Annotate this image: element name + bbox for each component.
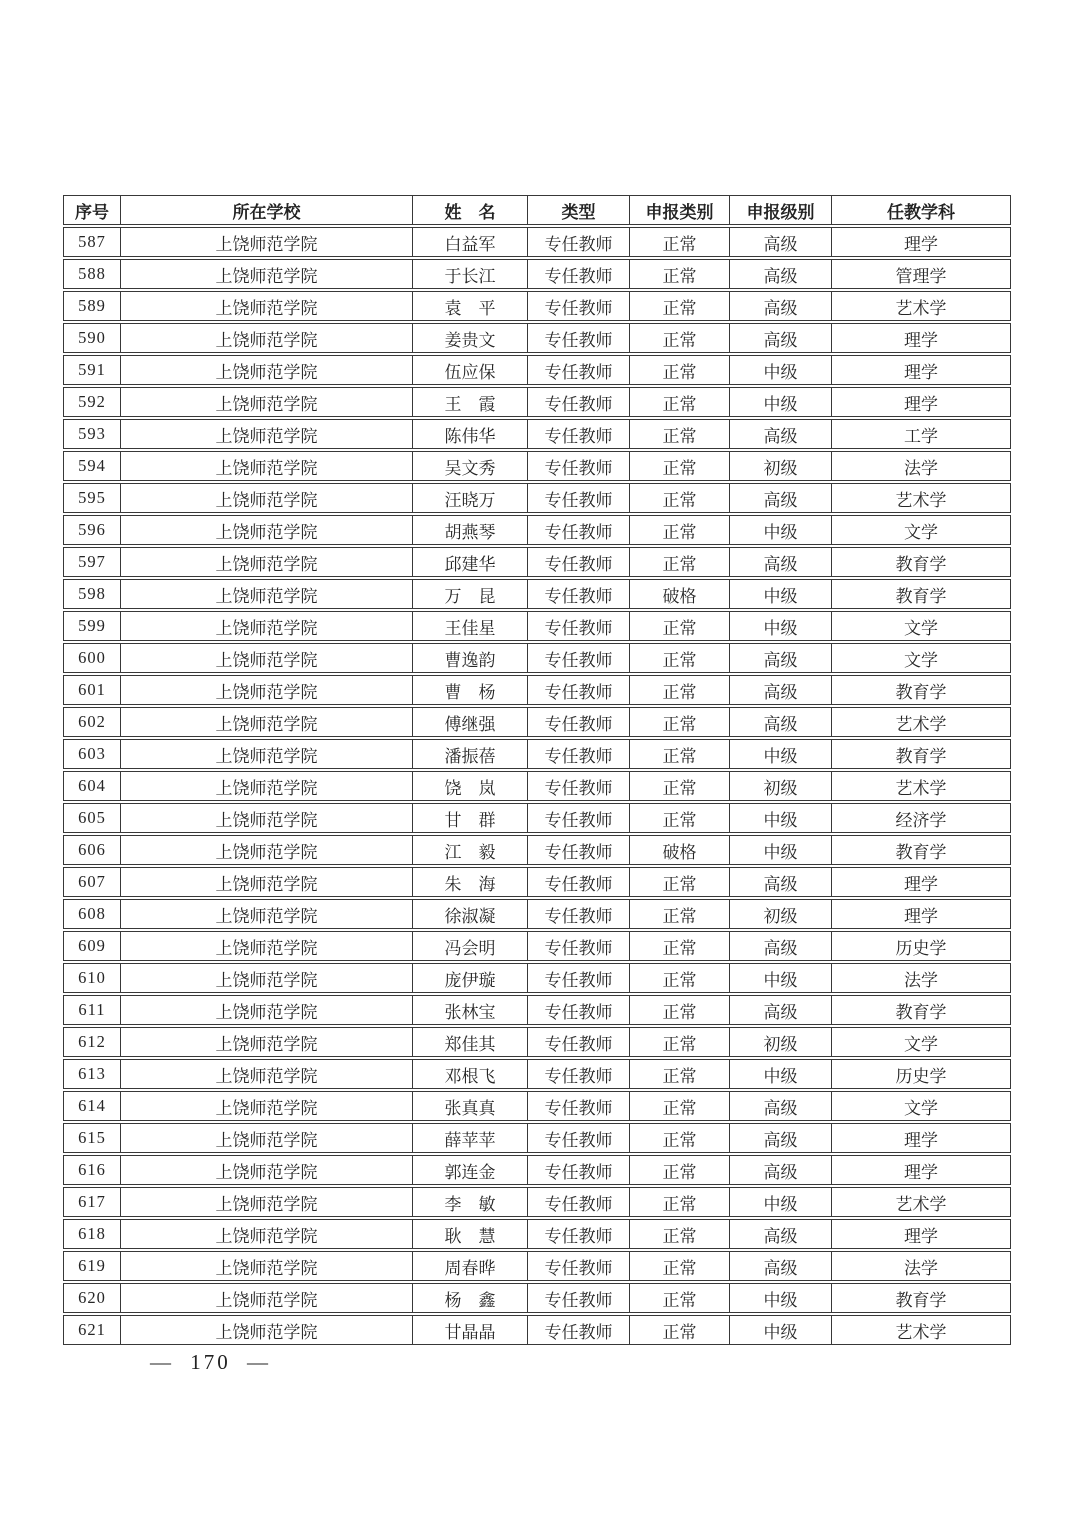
cell-apply-level: 中级: [730, 579, 832, 609]
cell-subject: 文学: [832, 611, 1011, 641]
cell-subject: 艺术学: [832, 1187, 1011, 1217]
cell-apply-level: 高级: [730, 419, 832, 449]
cell-apply-level: 高级: [730, 1219, 832, 1249]
cell-index: 594: [63, 451, 121, 481]
cell-subject: 法学: [832, 451, 1011, 481]
table-row: [63, 387, 1011, 417]
cell-subject: 法学: [832, 1251, 1011, 1281]
cell-apply-level: 高级: [730, 1091, 832, 1121]
cell-name: 庞伊璇: [413, 963, 528, 993]
cell-apply-category: 正常: [630, 1123, 730, 1153]
cell-apply-category: 正常: [630, 1315, 730, 1345]
cell-name: 陈伟华: [413, 419, 528, 449]
cell-apply-level: 高级: [730, 291, 832, 321]
cell-type: 专任教师: [528, 515, 630, 545]
cell-school: 上饶师范学院: [121, 387, 413, 417]
cell-apply-level: 中级: [730, 1187, 832, 1217]
cell-index: 589: [63, 291, 121, 321]
cell-index: 597: [63, 547, 121, 577]
cell-name: 邓根飞: [413, 1059, 528, 1089]
cell-apply-category: 正常: [630, 707, 730, 737]
table-row: [63, 1283, 1011, 1313]
cell-school: 上饶师范学院: [121, 1219, 413, 1249]
cell-apply-category: 正常: [630, 451, 730, 481]
cell-name: 张真真: [413, 1091, 528, 1121]
cell-subject: 理学: [832, 1219, 1011, 1249]
cell-school: 上饶师范学院: [121, 1187, 413, 1217]
table-row: [63, 1219, 1011, 1249]
cell-name: 薛苹苹: [413, 1123, 528, 1153]
cell-name: 曹逸韵: [413, 643, 528, 673]
table-row: [63, 323, 1011, 353]
cell-subject: 理学: [832, 323, 1011, 353]
cell-index: 617: [63, 1187, 121, 1217]
table-row: [63, 1059, 1011, 1089]
cell-index: 605: [63, 803, 121, 833]
cell-index: 614: [63, 1091, 121, 1121]
cell-subject: 教育学: [832, 675, 1011, 705]
cell-index: 592: [63, 387, 121, 417]
cell-name: 汪晓万: [413, 483, 528, 513]
cell-subject: 教育学: [832, 579, 1011, 609]
cell-school: 上饶师范学院: [121, 323, 413, 353]
cell-apply-level: 中级: [730, 611, 832, 641]
cell-index: 591: [63, 355, 121, 385]
cell-subject: 理学: [832, 867, 1011, 897]
cell-name: 邱建华: [413, 547, 528, 577]
cell-subject: 管理学: [832, 259, 1011, 289]
cell-subject: 教育学: [832, 835, 1011, 865]
cell-apply-level: 中级: [730, 355, 832, 385]
table-row: [63, 1251, 1011, 1281]
cell-index: 619: [63, 1251, 121, 1281]
cell-type: 专任教师: [528, 803, 630, 833]
cell-index: 596: [63, 515, 121, 545]
cell-apply-category: 正常: [630, 259, 730, 289]
cell-type: 专任教师: [528, 675, 630, 705]
cell-apply-level: 初级: [730, 1027, 832, 1057]
table-row: [63, 1187, 1011, 1217]
cell-subject: 文学: [832, 643, 1011, 673]
cell-apply-level: 高级: [730, 259, 832, 289]
cell-school: 上饶师范学院: [121, 291, 413, 321]
cell-subject: 艺术学: [832, 1315, 1011, 1345]
table-row: [63, 963, 1011, 993]
cell-subject: 历史学: [832, 931, 1011, 961]
cell-apply-category: 正常: [630, 355, 730, 385]
cell-school: 上饶师范学院: [121, 1251, 413, 1281]
cell-type: 专任教师: [528, 1219, 630, 1249]
cell-name: 傅继强: [413, 707, 528, 737]
cell-name: 杨 鑫: [413, 1283, 528, 1313]
cell-type: 专任教师: [528, 899, 630, 929]
table-row: [63, 579, 1011, 609]
cell-apply-category: 正常: [630, 291, 730, 321]
cell-school: 上饶师范学院: [121, 1059, 413, 1089]
cell-apply-category: 破格: [630, 835, 730, 865]
cell-apply-category: 正常: [630, 899, 730, 929]
cell-subject: 艺术学: [832, 707, 1011, 737]
cell-type: 专任教师: [528, 1187, 630, 1217]
cell-index: 595: [63, 483, 121, 513]
cell-name: 甘晶晶: [413, 1315, 528, 1345]
cell-apply-category: 正常: [630, 387, 730, 417]
cell-school: 上饶师范学院: [121, 1123, 413, 1153]
cell-type: 专任教师: [528, 1027, 630, 1057]
cell-type: 专任教师: [528, 355, 630, 385]
cell-index: 602: [63, 707, 121, 737]
cell-type: 专任教师: [528, 1251, 630, 1281]
cell-type: 专任教师: [528, 387, 630, 417]
cell-index: 598: [63, 579, 121, 609]
teacher-roster-table: [63, 193, 1011, 1347]
cell-apply-level: 高级: [730, 675, 832, 705]
cell-index: 588: [63, 259, 121, 289]
cell-name: 王佳星: [413, 611, 528, 641]
cell-apply-level: 中级: [730, 835, 832, 865]
cell-apply-level: 中级: [730, 963, 832, 993]
cell-apply-level: 初级: [730, 451, 832, 481]
cell-type: 专任教师: [528, 611, 630, 641]
cell-type: 专任教师: [528, 579, 630, 609]
cell-type: 专任教师: [528, 1283, 630, 1313]
cell-school: 上饶师范学院: [121, 931, 413, 961]
cell-index: 600: [63, 643, 121, 673]
table-row: [63, 1315, 1011, 1345]
cell-apply-category: 正常: [630, 1187, 730, 1217]
cell-subject: 艺术学: [832, 771, 1011, 801]
cell-name: 郑佳其: [413, 1027, 528, 1057]
table-row: [63, 771, 1011, 801]
cell-apply-level: 中级: [730, 1315, 832, 1345]
cell-school: 上饶师范学院: [121, 227, 413, 257]
cell-name: 郭连金: [413, 1155, 528, 1185]
table-row: [63, 1155, 1011, 1185]
cell-name: 饶 岚: [413, 771, 528, 801]
cell-name: 袁 平: [413, 291, 528, 321]
table-row: [63, 803, 1011, 833]
table-row: [63, 547, 1011, 577]
cell-school: 上饶师范学院: [121, 1315, 413, 1345]
header-school: 所在学校: [121, 195, 413, 225]
cell-school: 上饶师范学院: [121, 483, 413, 513]
table-row: [63, 1091, 1011, 1121]
cell-school: 上饶师范学院: [121, 803, 413, 833]
cell-index: 615: [63, 1123, 121, 1153]
cell-index: 590: [63, 323, 121, 353]
table-row: [63, 707, 1011, 737]
cell-apply-level: 初级: [730, 771, 832, 801]
table-row: [63, 291, 1011, 321]
cell-subject: 艺术学: [832, 291, 1011, 321]
cell-type: 专任教师: [528, 1155, 630, 1185]
cell-index: 616: [63, 1155, 121, 1185]
cell-apply-category: 正常: [630, 1091, 730, 1121]
cell-apply-category: 正常: [630, 963, 730, 993]
header-apply-category: 申报类别: [630, 195, 730, 225]
cell-subject: 文学: [832, 1027, 1011, 1057]
cell-subject: 教育学: [832, 739, 1011, 769]
cell-apply-level: 高级: [730, 867, 832, 897]
cell-apply-category: 破格: [630, 579, 730, 609]
cell-apply-level: 初级: [730, 899, 832, 929]
cell-school: 上饶师范学院: [121, 579, 413, 609]
cell-apply-level: 高级: [730, 547, 832, 577]
cell-type: 专任教师: [528, 771, 630, 801]
cell-name: 张林宝: [413, 995, 528, 1025]
cell-type: 专任教师: [528, 739, 630, 769]
cell-apply-level: 中级: [730, 803, 832, 833]
cell-subject: 文学: [832, 1091, 1011, 1121]
cell-school: 上饶师范学院: [121, 611, 413, 641]
cell-index: 593: [63, 419, 121, 449]
cell-index: 604: [63, 771, 121, 801]
cell-school: 上饶师范学院: [121, 675, 413, 705]
cell-apply-category: 正常: [630, 611, 730, 641]
cell-school: 上饶师范学院: [121, 547, 413, 577]
cell-type: 专任教师: [528, 323, 630, 353]
cell-apply-category: 正常: [630, 547, 730, 577]
cell-school: 上饶师范学院: [121, 771, 413, 801]
cell-name: 姜贵文: [413, 323, 528, 353]
page-number: — 170 —: [150, 1350, 271, 1374]
cell-subject: 理学: [832, 387, 1011, 417]
cell-name: 王 霞: [413, 387, 528, 417]
cell-index: 603: [63, 739, 121, 769]
cell-name: 吴文秀: [413, 451, 528, 481]
cell-name: 胡燕琴: [413, 515, 528, 545]
cell-index: 620: [63, 1283, 121, 1313]
cell-apply-category: 正常: [630, 739, 730, 769]
cell-type: 专任教师: [528, 451, 630, 481]
cell-school: 上饶师范学院: [121, 515, 413, 545]
cell-school: 上饶师范学院: [121, 1283, 413, 1313]
header-subject: 任教学科: [832, 195, 1011, 225]
cell-school: 上饶师范学院: [121, 739, 413, 769]
cell-apply-category: 正常: [630, 675, 730, 705]
cell-apply-category: 正常: [630, 867, 730, 897]
cell-name: 潘振蓓: [413, 739, 528, 769]
cell-type: 专任教师: [528, 227, 630, 257]
cell-apply-category: 正常: [630, 995, 730, 1025]
table-row: [63, 643, 1011, 673]
table-row: [63, 611, 1011, 641]
cell-school: 上饶师范学院: [121, 899, 413, 929]
cell-index: 587: [63, 227, 121, 257]
cell-type: 专任教师: [528, 547, 630, 577]
cell-type: 专任教师: [528, 291, 630, 321]
cell-index: 608: [63, 899, 121, 929]
cell-subject: 艺术学: [832, 483, 1011, 513]
table-row: [63, 227, 1011, 257]
cell-type: 专任教师: [528, 259, 630, 289]
cell-apply-level: 高级: [730, 1123, 832, 1153]
cell-name: 于长江: [413, 259, 528, 289]
cell-subject: 文学: [832, 515, 1011, 545]
cell-school: 上饶师范学院: [121, 1155, 413, 1185]
cell-apply-category: 正常: [630, 643, 730, 673]
cell-apply-category: 正常: [630, 419, 730, 449]
header-apply-level: 申报级别: [730, 195, 832, 225]
cell-type: 专任教师: [528, 995, 630, 1025]
cell-apply-level: 中级: [730, 387, 832, 417]
cell-name: 伍应保: [413, 355, 528, 385]
cell-apply-level: 中级: [730, 739, 832, 769]
cell-subject: 法学: [832, 963, 1011, 993]
cell-school: 上饶师范学院: [121, 995, 413, 1025]
cell-index: 606: [63, 835, 121, 865]
cell-name: 耿 慧: [413, 1219, 528, 1249]
table-header-row: [63, 195, 1011, 225]
cell-index: 612: [63, 1027, 121, 1057]
cell-name: 周春晔: [413, 1251, 528, 1281]
table-row: [63, 899, 1011, 929]
cell-subject: 理学: [832, 355, 1011, 385]
cell-school: 上饶师范学院: [121, 963, 413, 993]
table-row: [63, 259, 1011, 289]
cell-type: 专任教师: [528, 867, 630, 897]
cell-subject: 理学: [832, 1155, 1011, 1185]
cell-subject: 教育学: [832, 995, 1011, 1025]
cell-name: 朱 海: [413, 867, 528, 897]
cell-school: 上饶师范学院: [121, 707, 413, 737]
cell-index: 599: [63, 611, 121, 641]
cell-school: 上饶师范学院: [121, 259, 413, 289]
cell-apply-level: 高级: [730, 995, 832, 1025]
cell-school: 上饶师范学院: [121, 1091, 413, 1121]
cell-name: 江 毅: [413, 835, 528, 865]
cell-school: 上饶师范学院: [121, 835, 413, 865]
cell-index: 609: [63, 931, 121, 961]
cell-school: 上饶师范学院: [121, 643, 413, 673]
cell-subject: 教育学: [832, 1283, 1011, 1313]
cell-apply-category: 正常: [630, 1251, 730, 1281]
cell-index: 607: [63, 867, 121, 897]
table-row: [63, 1027, 1011, 1057]
cell-apply-category: 正常: [630, 1059, 730, 1089]
cell-apply-level: 高级: [730, 707, 832, 737]
cell-subject: 教育学: [832, 547, 1011, 577]
cell-type: 专任教师: [528, 643, 630, 673]
cell-index: 621: [63, 1315, 121, 1345]
table-row: [63, 451, 1011, 481]
cell-apply-category: 正常: [630, 803, 730, 833]
cell-apply-category: 正常: [630, 1155, 730, 1185]
cell-apply-level: 高级: [730, 323, 832, 353]
header-index: 序号: [63, 195, 121, 225]
cell-index: 618: [63, 1219, 121, 1249]
cell-school: 上饶师范学院: [121, 1027, 413, 1057]
cell-type: 专任教师: [528, 707, 630, 737]
cell-type: 专任教师: [528, 1123, 630, 1153]
table-row: [63, 675, 1011, 705]
cell-index: 613: [63, 1059, 121, 1089]
cell-school: 上饶师范学院: [121, 419, 413, 449]
cell-apply-category: 正常: [630, 771, 730, 801]
cell-type: 专任教师: [528, 835, 630, 865]
cell-type: 专任教师: [528, 1059, 630, 1089]
cell-school: 上饶师范学院: [121, 867, 413, 897]
header-name: 姓 名: [413, 195, 528, 225]
cell-index: 601: [63, 675, 121, 705]
cell-index: 610: [63, 963, 121, 993]
cell-subject: 历史学: [832, 1059, 1011, 1089]
table-row: [63, 995, 1011, 1025]
cell-apply-level: 中级: [730, 515, 832, 545]
cell-name: 甘 群: [413, 803, 528, 833]
cell-type: 专任教师: [528, 483, 630, 513]
cell-subject: 理学: [832, 227, 1011, 257]
cell-type: 专任教师: [528, 1315, 630, 1345]
cell-apply-level: 高级: [730, 483, 832, 513]
cell-type: 专任教师: [528, 419, 630, 449]
table-row: [63, 483, 1011, 513]
table-row: [63, 835, 1011, 865]
table-body: [63, 227, 1011, 1345]
cell-apply-category: 正常: [630, 515, 730, 545]
cell-type: 专任教师: [528, 931, 630, 961]
cell-apply-category: 正常: [630, 1219, 730, 1249]
cell-type: 专任教师: [528, 1091, 630, 1121]
table-row: [63, 867, 1011, 897]
cell-subject: 理学: [832, 1123, 1011, 1153]
table-row: [63, 355, 1011, 385]
cell-name: 万 昆: [413, 579, 528, 609]
table-row: [63, 739, 1011, 769]
cell-apply-category: 正常: [630, 1283, 730, 1313]
cell-school: 上饶师范学院: [121, 451, 413, 481]
header-type: 类型: [528, 195, 630, 225]
cell-apply-level: 高级: [730, 643, 832, 673]
cell-apply-level: 高级: [730, 1155, 832, 1185]
cell-apply-level: 中级: [730, 1283, 832, 1313]
cell-subject: 工学: [832, 419, 1011, 449]
cell-name: 李 敏: [413, 1187, 528, 1217]
cell-apply-category: 正常: [630, 931, 730, 961]
cell-name: 徐淑凝: [413, 899, 528, 929]
cell-apply-category: 正常: [630, 323, 730, 353]
cell-name: 曹 杨: [413, 675, 528, 705]
cell-apply-category: 正常: [630, 483, 730, 513]
cell-subject: 经济学: [832, 803, 1011, 833]
cell-subject: 理学: [832, 899, 1011, 929]
table-row: [63, 419, 1011, 449]
cell-apply-level: 高级: [730, 931, 832, 961]
cell-apply-level: 高级: [730, 1251, 832, 1281]
cell-apply-level: 高级: [730, 227, 832, 257]
cell-type: 专任教师: [528, 963, 630, 993]
table-row: [63, 1123, 1011, 1153]
cell-name: 冯会明: [413, 931, 528, 961]
table-row: [63, 515, 1011, 545]
table-row: [63, 931, 1011, 961]
cell-index: 611: [63, 995, 121, 1025]
cell-apply-level: 中级: [730, 1059, 832, 1089]
cell-school: 上饶师范学院: [121, 355, 413, 385]
cell-apply-category: 正常: [630, 227, 730, 257]
cell-name: 白益军: [413, 227, 528, 257]
cell-apply-category: 正常: [630, 1027, 730, 1057]
